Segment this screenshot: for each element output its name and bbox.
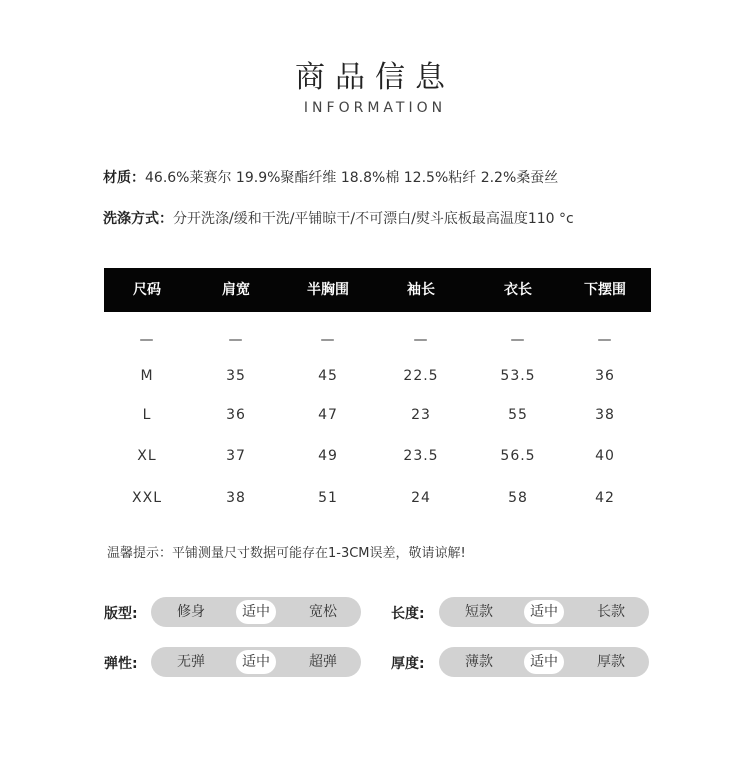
washing-label: 洗涤方式： [103,211,173,227]
thickness-option: 薄款 [465,654,493,670]
measurement-cell: 42 [595,490,615,506]
measurement-cell: — [228,332,244,348]
length-scale [439,597,649,627]
measurement-cell: 53.5 [500,368,536,384]
measurement-cell: 36 [595,368,615,384]
measurement-cell: 35 [226,368,246,384]
measurement-cell: 22.5 [403,368,439,384]
thickness-option-selected: 适中 [524,650,564,674]
length-option: 长款 [597,604,625,620]
size-cell: — [139,332,155,348]
column-header: 袖长 [407,282,435,298]
elasticity-scale [151,647,361,677]
measurement-cell: 36 [226,407,246,423]
measurement-cell: — [510,332,526,348]
measurement-cell: 51 [318,490,338,506]
size-cell: XL [137,448,157,464]
measurement-cell: 24 [411,490,431,506]
measurement-cell: 37 [226,448,246,464]
measurement-cell: 56.5 [500,448,536,464]
column-header: 下摆围 [584,282,626,298]
elasticity-option-selected: 适中 [236,650,276,674]
measurement-tip: 温馨提示：平铺测量尺寸数据可能存在1-3CM误差，敬请谅解! [107,546,466,561]
measurement-cell: — [320,332,336,348]
page-title: 商品信息 [295,60,455,95]
washing-value: 分开洗涤/缓和干洗/平铺晾干/不可漂白/熨斗底板最高温度110 °c [173,211,574,227]
fit-scale [151,597,361,627]
measurement-cell: — [413,332,429,348]
measurement-cell: 38 [595,407,615,423]
length-option-selected: 适中 [524,600,564,624]
elasticity-option: 超弹 [309,654,337,670]
material-value: 46.6%莱赛尔 19.9%聚酯纤维 18.8%棉 12.5%粘纤 2.2%桑蚕丝 [145,170,559,186]
fit-option: 修身 [177,604,205,620]
measurement-cell: — [597,332,613,348]
size-cell: M [140,368,154,384]
measurement-cell: 58 [508,490,528,506]
size-cell: XXL [132,490,162,506]
material-label: 材质： [103,170,145,186]
column-header: 衣长 [504,282,532,298]
page-subtitle: INFORMATION [303,100,447,116]
thickness-option: 厚款 [597,654,625,670]
size-cell: L [142,407,152,423]
elasticity-option: 无弹 [177,654,205,670]
fit-label: 版型: [104,606,138,622]
fit-option: 宽松 [309,604,337,620]
measurement-cell: 47 [318,407,338,423]
measurement-cell: 38 [226,490,246,506]
column-header: 肩宽 [222,282,250,298]
measurement-cell: 23.5 [403,448,439,464]
length-label: 长度: [391,606,425,622]
measurement-cell: 40 [595,448,615,464]
washing-line [103,208,574,228]
size-table-header [104,268,651,312]
column-header: 尺码 [133,282,161,298]
measurement-cell: 45 [318,368,338,384]
material-line [103,167,558,187]
measurement-cell: 49 [318,448,338,464]
measurement-cell: 23 [411,407,431,423]
column-header: 半胸围 [307,282,349,298]
thickness-label: 厚度: [391,656,425,672]
length-option: 短款 [465,604,493,620]
fit-option-selected: 适中 [236,600,276,624]
thickness-scale [439,647,649,677]
elasticity-label: 弹性: [104,656,138,672]
measurement-cell: 55 [508,407,528,423]
